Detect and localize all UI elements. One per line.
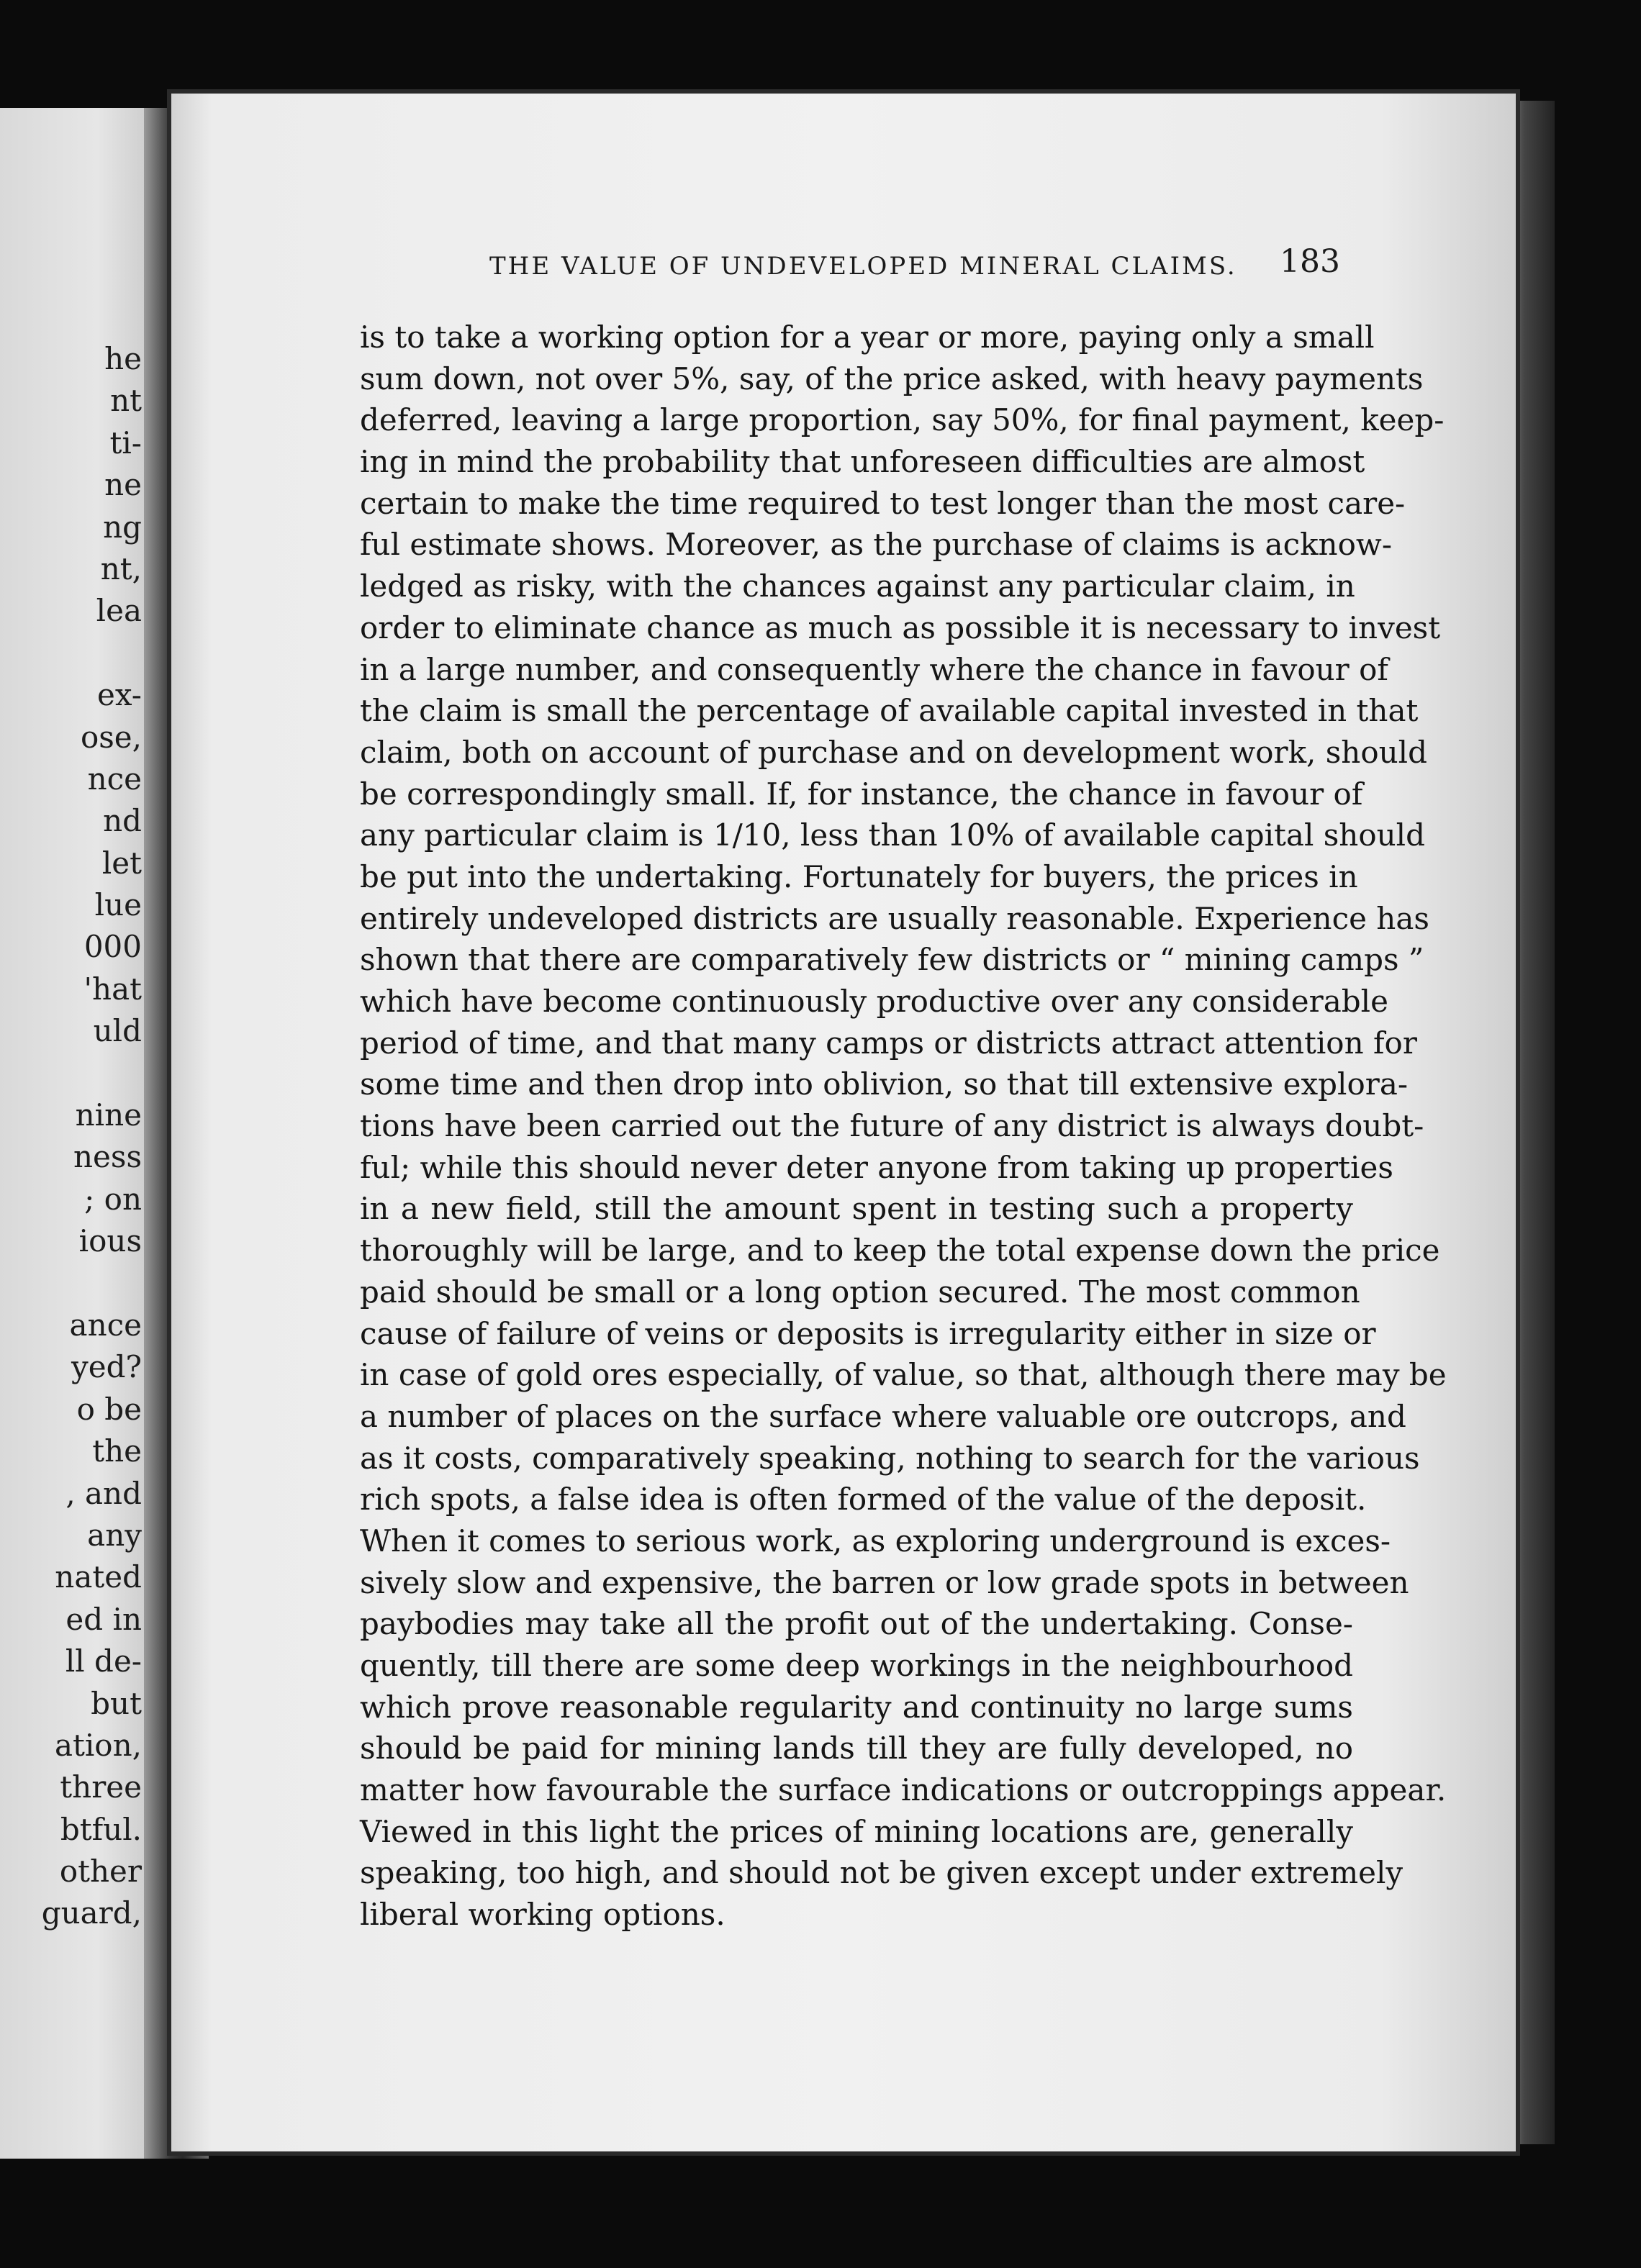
left-page-line: other: [59, 1854, 142, 1890]
body-line: which have become continuously productive over any considerable: [360, 984, 1388, 1019]
left-page-line: ed in: [65, 1601, 142, 1637]
body-line: cause of failure of veins or deposits is irregularity either in size or: [360, 1315, 1376, 1351]
body-line: in a new field, still the amount spent in testing such a property: [360, 1191, 1353, 1227]
left-page-line: nd: [103, 803, 142, 839]
body-line: should be paid for mining lands till they are fully developed, no: [360, 1731, 1353, 1766]
left-page-line: yed?: [71, 1349, 142, 1385]
body-line: quently, till there are some deep workings in the neighbourhood: [360, 1648, 1353, 1683]
body-line: period of time, and that many camps or districts attract attention for: [360, 1025, 1417, 1061]
left-page-line: [0, 1053, 142, 1094]
left-page-line: ; on: [84, 1181, 142, 1217]
left-page-line: nated: [55, 1559, 142, 1595]
left-page-line: the: [92, 1433, 142, 1469]
left-page-line: ng: [103, 509, 142, 545]
left-page-line: any: [87, 1517, 142, 1553]
left-page-line: nine: [75, 1097, 142, 1133]
left-facing-page: [0, 108, 162, 2159]
body-line: ledged as risky, with the chances against any particular claim, in: [360, 568, 1355, 604]
body-line: shown that there are comparatively few districts or “ mining camps ”: [360, 942, 1424, 978]
page-number: 183: [1280, 243, 1340, 280]
body-line: paid should be small or a long option secured. The most common: [360, 1274, 1360, 1310]
left-page-line: but: [91, 1685, 142, 1721]
left-page-line: uld: [93, 1013, 142, 1049]
body-text: [360, 317, 1447, 1936]
body-line: rich spots, a false idea is often formed of the value of the deposit.: [360, 1482, 1367, 1518]
body-line: any particular claim is 1/10, less than 10% of available capital should: [360, 817, 1425, 853]
body-line: When it comes to serious work, as exploring underground is exces-: [360, 1523, 1391, 1559]
body-line: entirely undeveloped districts are usually reasonable. Experience has: [360, 900, 1429, 936]
left-page-line: nce: [87, 761, 142, 797]
body-line: claim, both on account of purchase and on development work, should: [360, 734, 1427, 770]
left-page-line: ex-: [97, 677, 142, 713]
body-line: the claim is small the percentage of available capital invested in that: [360, 693, 1419, 729]
left-page-line: ance: [69, 1307, 142, 1343]
body-line: liberal working options.: [360, 1897, 725, 1933]
body-line: be correspondingly small. If, for instance, the chance in favour of: [360, 776, 1363, 812]
body-line: deferred, leaving a large proportion, say 50%, for final payment, keep-: [360, 402, 1445, 438]
left-page-line: 'hat: [83, 971, 142, 1007]
body-line: in case of gold ores especially, of value, so that, although there may be: [360, 1357, 1447, 1393]
left-page-line: ious: [78, 1223, 142, 1259]
left-page-line: [0, 632, 142, 674]
left-page-line: nt,: [100, 550, 142, 586]
left-page-line: three: [60, 1769, 142, 1805]
left-page-line: let: [101, 845, 142, 881]
left-page-line: ti-: [109, 425, 142, 461]
running-header: THE VALUE OF UNDEVELOPED MINERAL CLAIMS.: [489, 252, 1237, 281]
body-line: speaking, too high, and should not be given except under extremely: [360, 1855, 1403, 1891]
left-page-line: ose,: [80, 719, 142, 755]
left-page-line: lue: [94, 887, 142, 923]
left-page-line: nt: [110, 383, 142, 419]
body-line: some time and then drop into oblivion, so that till extensive explora-: [360, 1066, 1409, 1102]
left-page-line: ness: [73, 1139, 142, 1175]
body-line: as it costs, comparatively speaking, nothing to search for the various: [360, 1440, 1420, 1476]
left-page-line: he: [104, 341, 142, 376]
body-line: which prove reasonable regularity and continuity no large sums: [360, 1689, 1353, 1725]
left-page-line: o be: [76, 1391, 142, 1427]
left-page-line: ation,: [54, 1727, 142, 1763]
left-page-line: ne: [104, 467, 142, 503]
body-line: a number of places on the surface where valuable ore outcrops, and: [360, 1398, 1406, 1434]
body-line: thoroughly will be large, and to keep the total expense down the price: [360, 1233, 1440, 1269]
left-page-text-fragments: [0, 338, 142, 1935]
body-line: ful; while this should never deter anyone from taking up properties: [360, 1149, 1393, 1185]
left-page-line: lea: [96, 593, 142, 629]
left-page-line: ll de-: [65, 1643, 142, 1679]
left-page-line: , and: [65, 1475, 142, 1511]
left-page-line: [0, 1263, 142, 1305]
body-line: be put into the undertaking. Fortunately for buyers, the prices in: [360, 858, 1358, 894]
body-line: order to eliminate chance as much as possible it is necessary to invest: [360, 609, 1441, 645]
body-line: matter how favourable the surface indications or outcroppings appear.: [360, 1772, 1447, 1808]
body-line: is to take a working option for a year or more, paying only a small: [360, 319, 1375, 355]
body-line: ful estimate shows. Moreover, as the purchase of claims is acknow-: [360, 527, 1393, 563]
left-page-line: btful.: [60, 1811, 142, 1847]
body-line: sively slow and expensive, the barren or low grade spots in between: [360, 1564, 1409, 1600]
body-line: in a large number, and consequently where the chance in favour of: [360, 651, 1388, 687]
left-page-line: guard,: [41, 1895, 142, 1931]
body-line: tions have been carried out the future of any district is always doubt-: [360, 1108, 1424, 1144]
body-line: Viewed in this light the prices of mining locations are, generally: [360, 1813, 1353, 1849]
body-line: paybodies may take all the profit out of the undertaking. Conse-: [360, 1606, 1353, 1642]
body-line: certain to make the time required to test longer than the most care-: [360, 485, 1406, 521]
body-line: sum down, not over 5%, say, of the price asked, with heavy payments: [360, 360, 1424, 396]
left-page-line: 000: [83, 929, 142, 965]
body-line: ing in mind the probability that unforeseen difficulties are almost: [360, 444, 1365, 480]
